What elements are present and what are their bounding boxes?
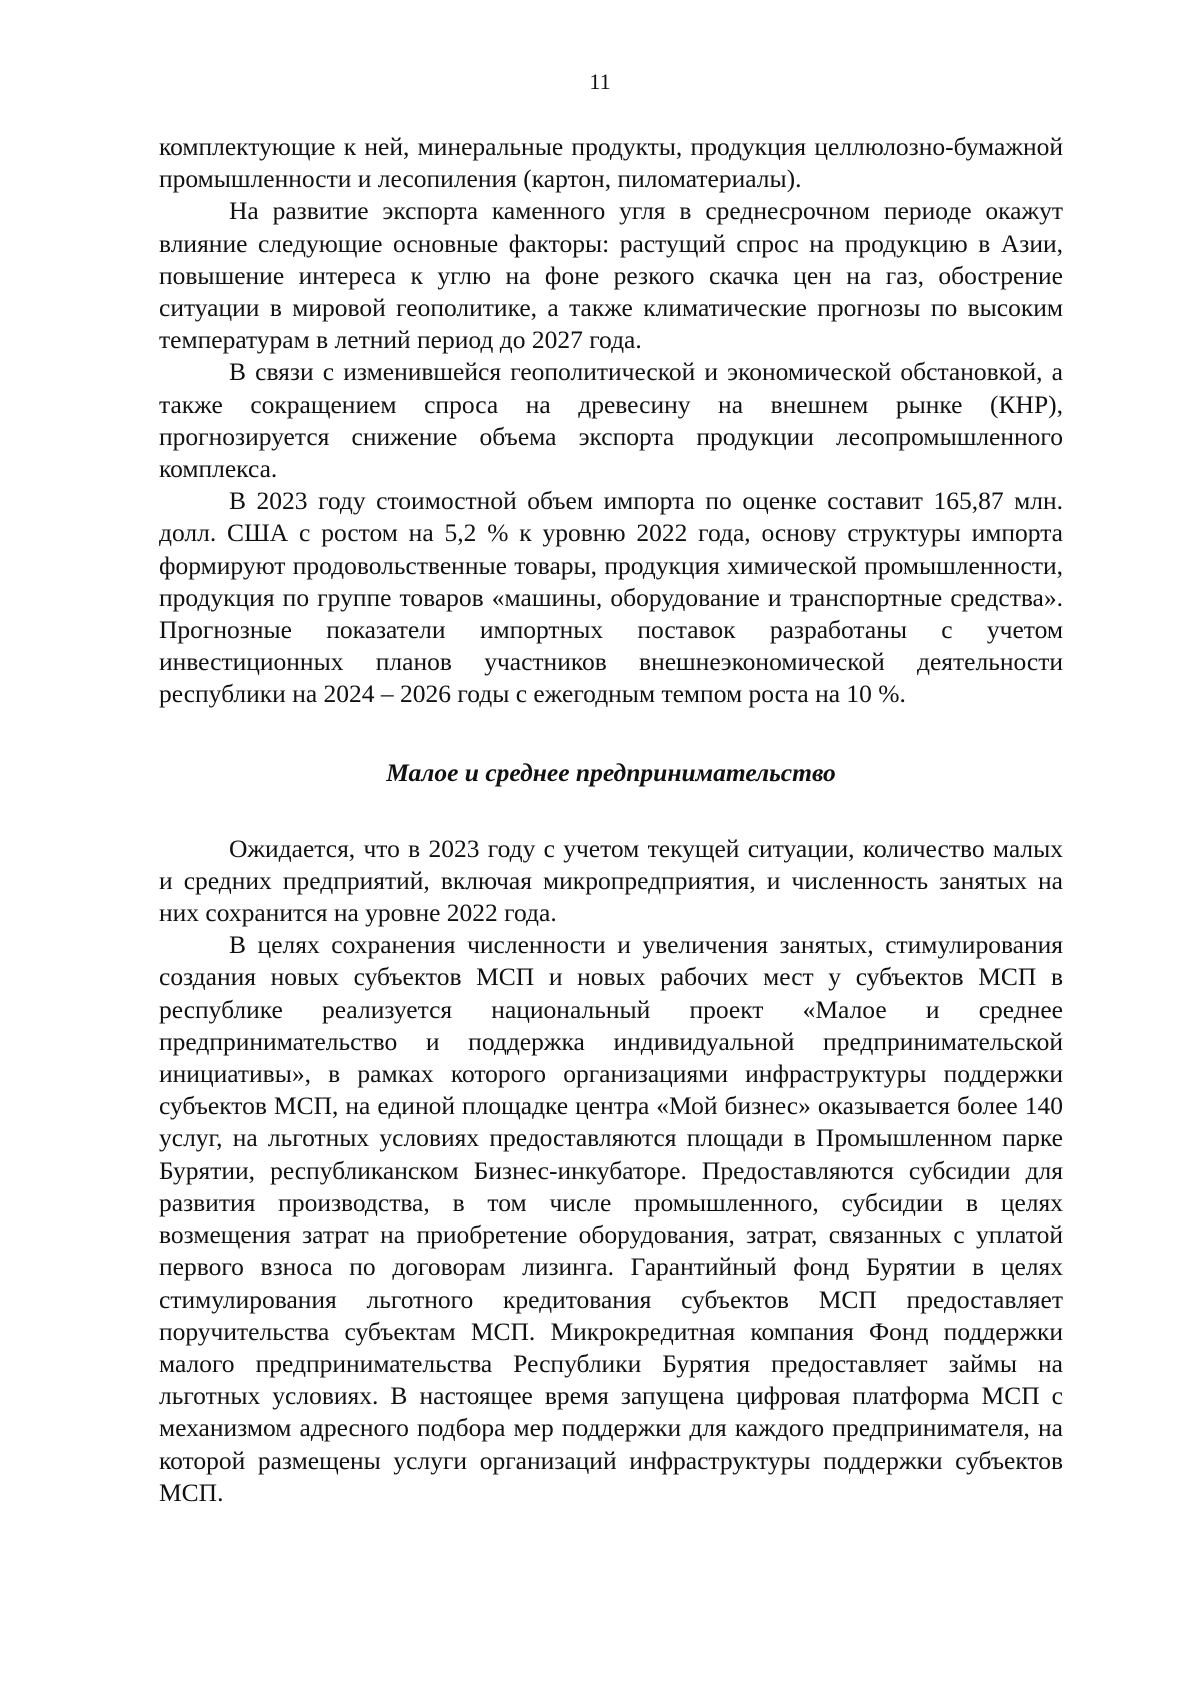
paragraph-sme-expectation: Ожидается, что в 2023 году с учетом текущей ситуации, количество малых и средних предприятий, включая микропредприятия, и численность занятых на них сохранится на уровне 2022 года. bbox=[159, 833, 1063, 928]
paragraph-continuation: комплектующие к ней, минеральные продукты, продукция целлюлозно-бумажной промышленности и лесопиления (картон, пиломатериалы). bbox=[159, 132, 1063, 194]
paragraph-import: В 2023 году стоимостной объем импорта по оценке составит 165,87 млн. долл. США с ростом на 5,2 % к уровню 2022 года, основу структуры импорта формируют продовольственные товары, продукция химической промышленности, продукция по группе товаров «машины, оборудование и транспортные средства». Прогнозные показатели импортных поставок разработаны с учетом инвестиционных планов участников внешнеэкономической деятельности республики на 2024 – 2026 годы с ежегодным темпом роста на 10 %. bbox=[159, 486, 1063, 709]
paragraph-timber-export: В связи с изменившейся геополитической и экономической обстановкой, а также сокращением спроса на древесину на внешнем рынке (КНР), прогнозируется снижение объема экспорта продукции лесопромышленного комплекса. bbox=[159, 357, 1063, 484]
page-number: 11 bbox=[589, 69, 611, 94]
paragraph-sme-support: В целях сохранения численности и увеличения занятых, стимулирования создания новых субъектов МСП и новых рабочих мест у субъектов МСП в республике реализуется национальный проект «Малое и среднее предпринимательство и поддержка индивидуальной предпринимательской инициативы», в рамках которого организациями инфраструктуры поддержки субъектов МСП, на единой площадке центра «Мой бизнес» оказывается более 140 услуг, на льготных условиях предоставляются площади в Промышленном парке Бурятии, республиканском Бизнес-инкубаторе. Предоставляются субсидии для развития производства, в том числе промышленного, субсидии в целях возмещения затрат на приобретение оборудования, затрат, связанных с уплатой первого взноса по договорам лизинга. Гарантийный фонд Бурятии в целях стимулирования льготного кредитования субъектов МСП предоставляет поручительства субъектам МСП. Микрокредитная компания Фонд поддержки малого предпринимательства Республики Бурятия предоставляет займы на льготных условиях. В настоящее время запущена цифровая платформа МСП с механизмом адресного подбора мер поддержки для каждого предпринимателя, на которой размещены услуги организаций инфраструктуры поддержки субъектов МСП. bbox=[159, 930, 1063, 1507]
paragraph-coal-export: На развитие экспорта каменного угля в среднесрочном периоде окажут влияние следующие основные факторы: растущий спрос на продукцию в Азии, повышение интереса к углю на фоне резкого скачка цен на газ, обострение ситуации в мировой геополитике, а также климатические прогнозы по высоким температурам в летний период до 2027 года. bbox=[159, 196, 1063, 355]
section-heading: Малое и среднее предпринимательство bbox=[386, 757, 836, 787]
document-body bbox=[159, 131, 1063, 1509]
